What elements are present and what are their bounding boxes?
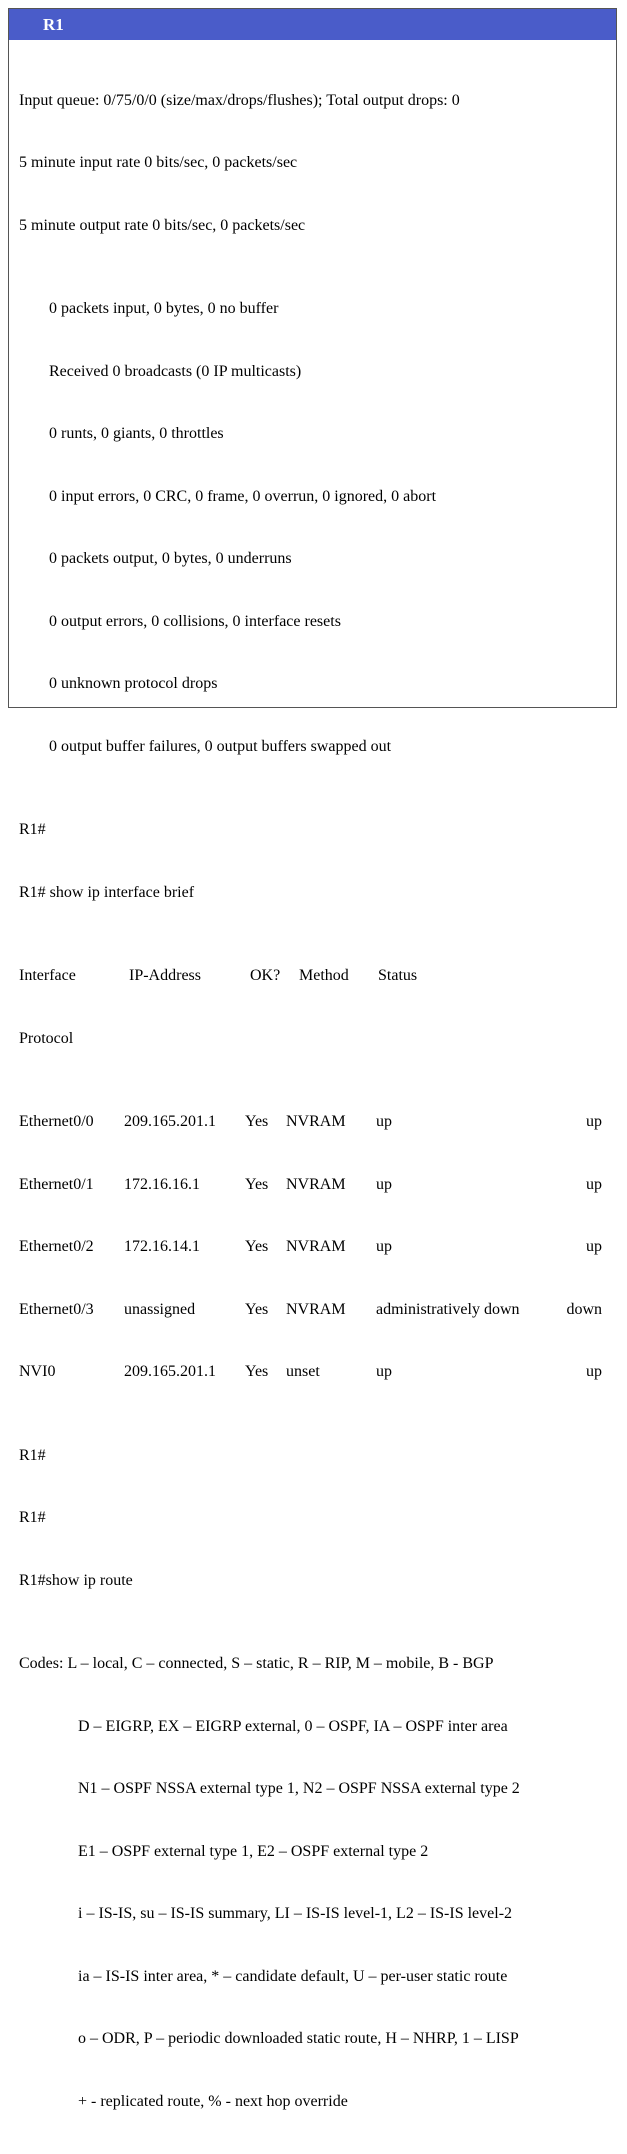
header-method: Method (299, 967, 349, 985)
header-ok: OK? (250, 967, 281, 985)
cell-status: up (376, 1238, 392, 1256)
cell-status: administratively down (376, 1300, 520, 1318)
cell-status: up (376, 1113, 392, 1131)
cell-status: up (376, 1175, 392, 1193)
terminal-panel (8, 8, 617, 2110)
cell-ip: 172.16.16.1 (124, 1175, 200, 1193)
table-header-row (19, 966, 606, 987)
table-row (19, 1175, 606, 1196)
route-codes-line: o – ODR, P – periodic downloaded static route, H – NHRP, 1 – LISP (78, 2030, 519, 2048)
cell-interface: Ethernet0/3 (19, 1300, 94, 1318)
status-line: 5 minute input rate 0 bits/sec, 0 packets/sec (19, 154, 298, 172)
cell-ok: Yes (245, 1238, 269, 1256)
route-codes-line: + - replicated route, % - next hop override (78, 2092, 348, 2110)
counter-line: 0 input errors, 0 CRC, 0 frame, 0 overrun, 0 ignored, 0 abort (49, 487, 437, 505)
cell-ok: Yes (245, 1363, 269, 1381)
terminal-output (19, 49, 606, 2154)
cell-method: NVRAM (286, 1113, 346, 1131)
route-codes-line: D – EIGRP, EX – EIGRP external, 0 – OSPF, IA – OSPF inter area (78, 1717, 508, 1735)
cell-interface: Ethernet0/2 (19, 1238, 94, 1256)
counter-line: 0 packets output, 0 bytes, 0 underruns (49, 550, 292, 568)
table-row (19, 1237, 606, 1258)
header-interface: Interface (19, 967, 76, 985)
cell-protocol: up (586, 1363, 602, 1381)
cell-ok: Yes (245, 1175, 269, 1193)
cell-interface: Ethernet0/1 (19, 1175, 94, 1193)
cell-method: NVRAM (286, 1175, 346, 1193)
counter-line: Received 0 broadcasts (0 IP multicasts) (49, 362, 302, 380)
counter-line: 0 runts, 0 giants, 0 throttles (49, 425, 224, 443)
route-codes-line: Codes: L – local, C – connected, S – static, R – RIP, M – mobile, B - BGP (19, 1654, 494, 1672)
counter-line: 0 output errors, 0 collisions, 0 interface resets (49, 612, 341, 630)
cell-ip: 209.165.201.1 (124, 1113, 216, 1131)
route-codes-line: i – IS-IS, su – IS-IS summary, LI – IS-IS level-1, L2 – IS-IS level-2 (78, 1905, 513, 1923)
cell-status: up (376, 1363, 392, 1381)
cell-method: NVRAM (286, 1238, 346, 1256)
cell-ip: 172.16.14.1 (124, 1238, 200, 1256)
cell-interface: NVI0 (19, 1363, 56, 1381)
cli-prompt: R1# (19, 1446, 46, 1464)
route-codes-line: ia – IS-IS inter area, * – candidate default, U – per-user static route (78, 1967, 508, 1985)
cell-protocol: up (586, 1113, 602, 1131)
cell-ok: Yes (245, 1300, 269, 1318)
header-protocol: Protocol (19, 1029, 74, 1047)
cell-ip: 209.165.201.1 (124, 1363, 216, 1381)
cell-protocol: up (586, 1238, 602, 1256)
cli-command: R1#show ip route (19, 1571, 133, 1589)
status-line: Input queue: 0/75/0/0 (size/max/drops/flushes); Total output drops: 0 (19, 91, 460, 109)
route-codes-line: N1 – OSPF NSSA external type 1, N2 – OSPF NSSA external type 2 (78, 1780, 520, 1798)
cell-interface: Ethernet0/0 (19, 1113, 94, 1131)
cell-ok: Yes (245, 1113, 269, 1131)
panel-title: R1 (9, 9, 616, 40)
cli-prompt: R1# (19, 821, 46, 839)
table-row (19, 1112, 606, 1133)
header-status: Status (378, 967, 418, 985)
cell-method: NVRAM (286, 1300, 346, 1318)
cell-protocol: up (586, 1175, 602, 1193)
cli-prompt: R1# (19, 1509, 46, 1527)
table-row (19, 1300, 606, 1321)
cell-ip: unassigned (124, 1300, 196, 1318)
status-line: 5 minute output rate 0 bits/sec, 0 packets/sec (19, 216, 306, 234)
cli-command: R1# show ip interface brief (19, 883, 195, 901)
counter-line: 0 packets input, 0 bytes, 0 no buffer (49, 300, 279, 318)
counter-line: 0 unknown protocol drops (49, 675, 218, 693)
route-codes-line: E1 – OSPF external type 1, E2 – OSPF external type 2 (78, 1842, 429, 1860)
cell-method: unset (286, 1363, 320, 1381)
cell-protocol: down (566, 1300, 602, 1318)
header-ip-address: IP-Address (129, 967, 201, 985)
table-row (19, 1362, 606, 1383)
counter-line: 0 output buffer failures, 0 output buffers swapped out (49, 737, 392, 755)
